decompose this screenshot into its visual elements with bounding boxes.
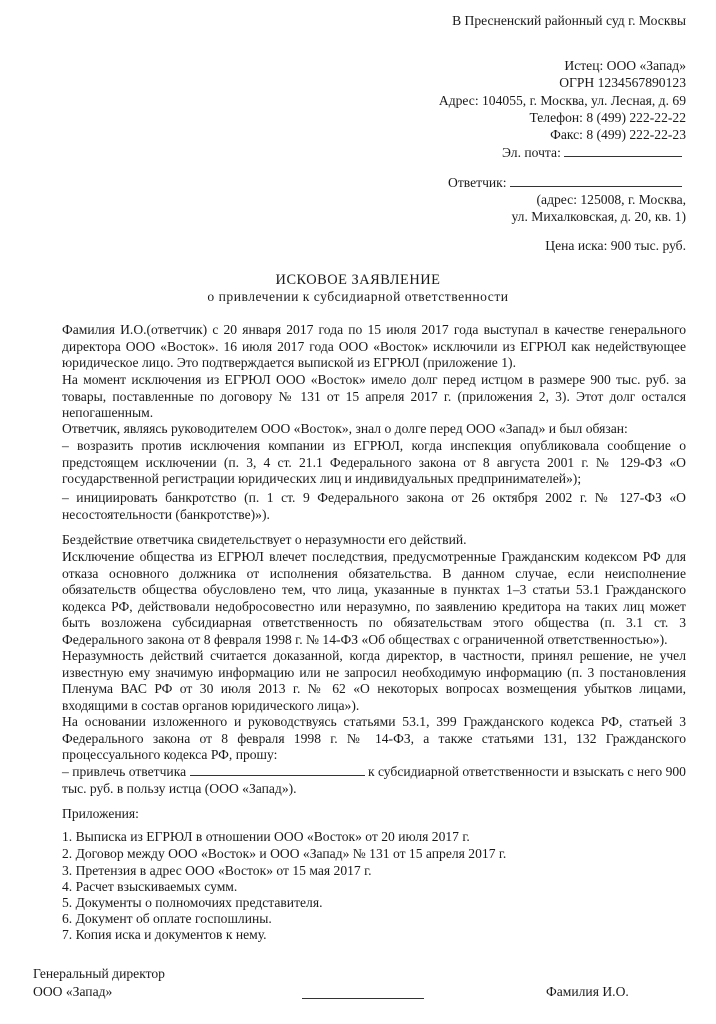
paragraph-10-start: – привлечь ответчика bbox=[62, 764, 187, 779]
appendix-item-3: 3. Претензия в адрес ООО «Восток» от 15 мая 2017 г. bbox=[62, 863, 372, 878]
appendix-item-4: 4. Расчет взыскиваемых сумм. bbox=[62, 879, 238, 894]
court-name: В Пресненский районный суд г. Москвы bbox=[452, 13, 686, 28]
document-title: ИСКОВОЕ ЗАЯВЛЕНИЕ bbox=[275, 272, 441, 288]
paragraph-1 bbox=[62, 322, 686, 372]
appendix-item-2: 2. Договор между ООО «Восток» и ООО «Запад» № 131 от 15 апреля 2017 г. bbox=[62, 846, 507, 861]
paragraph-4: – возразить против исключения компании из ЕГРЮЛ, когда инспекция опубликовала сообщение о предстоящем исключении (п. 3, 4 ст. 21.1 Федерального закона от 8 августа 2001 г. № 129-ФЗ «О государственной регистрации юридических лиц и индивидуальных предпринимателей»); bbox=[62, 438, 686, 487]
defendant-line bbox=[448, 175, 682, 191]
ogrn-line: ОГРН 1234567890123 bbox=[559, 75, 686, 90]
defendant-address-2: ул. Михалковская, д. 20, кв. 1) bbox=[511, 209, 686, 224]
paragraph-9: На основании изложенного и руководствуясь статьями 53.1, 399 Гражданского кодекса РФ, статьей 3 Федерального закона от 8 февраля 1998 г. № 14-ФЗ, а также статьями 131, 132 Гражданского процессуального кодекса РФ, прошу: bbox=[62, 714, 686, 763]
paragraph-10-end: к субсидиарной ответственности и взыскать с него 900 тыс. руб. в пользу истца (ООО «Запад»). bbox=[62, 764, 686, 796]
paragraph-10 bbox=[62, 764, 686, 797]
signature-position: Генеральный директор bbox=[33, 966, 165, 981]
appendix-item-6: 6. Документ об оплате госпошлины. bbox=[62, 911, 272, 926]
appendix-item-5: 5. Документы о полномочиях представителя. bbox=[62, 895, 323, 910]
appendix-heading: Приложения: bbox=[62, 806, 139, 821]
paragraph-6: Бездействие ответчика свидетельствует о неразумности его действий. bbox=[62, 532, 467, 547]
paragraph-1-text: Фамилия И.О.(ответчик) с 20 января 2017 года по 15 июля 2017 года выступал в качестве генерального директора ООО «Восток». 16 июля 2017 года ООО «Восток» исключили из ЕГРЮЛ как недействующее юридическое лицо. Это подтверждается выпиской из ЕГРЮЛ (приложение 1). bbox=[62, 322, 686, 371]
signature-line bbox=[302, 997, 424, 999]
paragraph-7: Исключение общества из ЕГРЮЛ влечет последствия, предусмотренные Гражданским кодексом РФ для отказа основного должника от исполнения обязательства. В данном случае, если неисполнение обязательств общества обусловлено тем, что лица, указанные в пунктах 1–3 статьи 53.1 Гражданского кодекса РФ, действовали недобросовестно или неразумно, по заявлению кредитора на таких лиц может быть возложена субсидиарная ответственность по обязательствам этого общества (п. 3.1 ст. 3 Федерального закона от 8 февраля 1998 г. № 14-ФЗ «Об обществах с ограниченной ответственностью»). bbox=[62, 549, 686, 647]
defendant-blank bbox=[510, 185, 682, 187]
fax-line: Факс: 8 (499) 222-22-23 bbox=[550, 127, 686, 142]
signature-name: Фамилия И.О. bbox=[546, 984, 629, 999]
email-label: Эл. почта: bbox=[502, 145, 561, 160]
phone-line: Телефон: 8 (499) 222-22-22 bbox=[529, 110, 686, 125]
claim-price: Цена иска: 900 тыс. руб. bbox=[545, 238, 686, 253]
paragraph-5: – инициировать банкротство (п. 1 ст. 9 Федерального закона от 26 октября 2002 г. № 127-ФЗ «О несостоятельности (банкротстве)»). bbox=[62, 490, 686, 522]
defendant-label: Ответчик: bbox=[448, 175, 507, 190]
email-blank bbox=[564, 155, 682, 157]
email-line bbox=[502, 145, 682, 161]
appendix-item-1: 1. Выписка из ЕГРЮЛ в отношении ООО «Восток» от 20 июля 2017 г. bbox=[62, 829, 470, 844]
paragraph-2-text: На момент исключения из ЕГРЮЛ ООО «Восток» имело долг перед истцом в размере 900 тыс. руб. за товары, поставленные по договору № 131 от 15 апреля 2017 г. (приложения 2, 3). Этот долг остался непогашенным. bbox=[62, 372, 686, 421]
defendant-name-blank bbox=[190, 774, 365, 776]
address-line: Адрес: 104055, г. Москва, ул. Лесная, д. 69 bbox=[438, 93, 686, 108]
appendix-item-7: 7. Копия иска и документов к нему. bbox=[62, 927, 267, 942]
document-subtitle: о привлечении к субсидиарной ответственности bbox=[207, 289, 509, 304]
plaintiff-line: Истец: ООО «Запад» bbox=[564, 58, 686, 73]
paragraph-8: Неразумность действий считается доказанной, когда директор, в частности, принял решение, не учел известную ему значимую информацию или не запросил необходимую информацию (п. 3 постановления Пленума ВАС РФ от 30 июля 2013 г. № 62 «О некоторых вопросах возмещения убытков лицами, входящими в состав органов юридического лица»). bbox=[62, 648, 686, 713]
paragraph-3: Ответчик, являясь руководителем ООО «Восток», знал о долге перед ООО «Запад» и был обязан: bbox=[62, 421, 628, 436]
defendant-address-1: (адрес: 125008, г. Москва, bbox=[536, 192, 686, 207]
signature-company: ООО «Запад» bbox=[33, 984, 113, 999]
paragraph-2 bbox=[62, 372, 686, 422]
